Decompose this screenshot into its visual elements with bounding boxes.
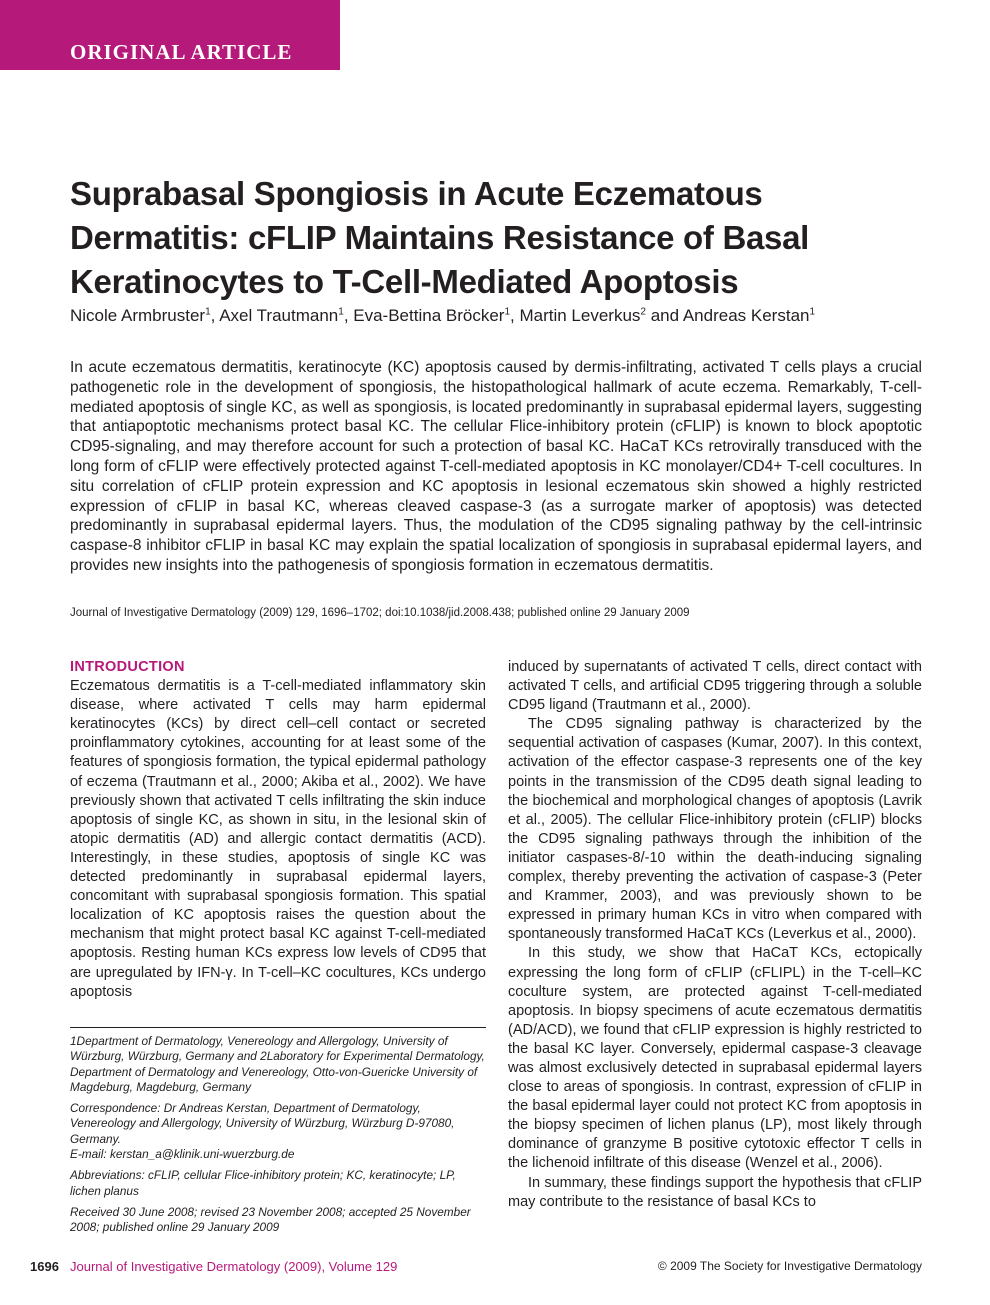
author-name: Nicole Armbruster <box>70 306 206 325</box>
author-name: Axel Trautmann <box>219 306 339 325</box>
body-paragraph: In summary, these findings support the hypothesis that cFLIP may contribute to the resistance of basal KCs to <box>508 1174 922 1210</box>
author-affiliation: 1 <box>205 306 211 318</box>
section-heading: INTRODUCTION <box>70 659 185 675</box>
author-affiliation: 1 <box>504 306 511 318</box>
author-affiliation: 2 <box>640 306 646 318</box>
body-paragraph: Eczematous dermatitis is a T-cell-mediated inflammatory skin disease, where activated T cells may harm epidermal keratinocytes (KCs) by direct cell–cell contact or secreted proinflammatory cytokines, accounting for at least some of the features of spongiosis formation, the typical epidermal pathology of eczema (Trautmann et al., 2000; Akiba et al., 2002). We have previously shown that activated T cells infiltrating the skin induce apoptosis of single KC, as shown in situ, in the lesional skin of atopic dermatitis (AD) and allergic contact dermatitis (ACD). Interestingly, in these studies, apoptosis of single KC was detected predominantly in suprabasal epidermal layers, concomitant with suprabasal spongiosis formation. This spatial localization of KC apoptosis raises the question about the mechanism that might protect basal KC against T-cell-mediated apoptosis. Resting human KCs express low levels of CD95 that are upregulated by IFN-γ. In T-cell–KC cocultures, KCs undergo apoptosis <box>70 678 486 1000</box>
author-separator: , <box>510 306 520 325</box>
author-separator: , <box>210 306 220 325</box>
citation-line: Journal of Investigative Dermatology (2009) 129, 1696–1702; doi:10.1038/jid.2008.438; published online 29 January 2009 <box>70 607 690 619</box>
author-name: Eva-Bettina Bröcker <box>353 306 505 325</box>
correspondence-note: Correspondence: Dr Andreas Kerstan, Department of Dermatology, Venereology and Allergology, University of Würzburg, Würzburg D-97080, Germany. <box>70 1101 455 1146</box>
abbreviations-note: Abbreviations: cFLIP, cellular Flice-inhibitory protein; KC, keratinocyte; LP, lichen planus <box>70 1168 456 1198</box>
left-column <box>70 658 486 1002</box>
body-paragraph: induced by supernatants of activated T cells, direct contact with activated T cells, and artificial CD95 triggering through a soluble CD95 ligand (Trautmann et al., 2000). <box>508 659 922 714</box>
section-label: ORIGINAL ARTICLE <box>70 40 293 64</box>
running-footer-journal: Journal of Investigative Dermatology (2009), Volume 129 <box>70 1259 398 1274</box>
footnotes <box>70 1034 486 1242</box>
abstract: In acute eczematous dermatitis, keratinocyte (KC) apoptosis caused by dermis-infiltrating, activated T cells plays a crucial pathogenetic role in the development of spongiosis, the histopathological hallmark of acute eczema. Remarkably, T-cell-mediated apoptosis of single KC, as well as spongiosis, is located predominantly in suprabasal epidermal layers, suggesting that antiapoptotic mechanisms protect basal KC. The cellular Flice-inhibitory protein (cFLIP) is known to block apoptotic CD95-signaling, and may therefore account for such a protection of basal KC. HaCaT KCs retrovirally transduced with the long form of cFLIP were effectively protected against T-cell-mediated apoptosis in KC monolayer/CD4+ T-cell cocultures. In situ correlation of cFLIP protein expression and KC apoptosis in lesional eczematous skin showed a highly restricted expression of cFLIP in basal KC, whereas cleaved caspase-3 (as a surrogate marker of apoptosis) was detected predominantly in suprabasal epidermal layers. Thus, the modulation of the CD95 signaling pathway by the cell-intrinsic caspase-8 inhibitor cFLIP in basal KC may explain the spatial localization of spongiosis in suprabasal epidermal layers, and provides new insights into the pathogenesis of spongiosis formation in eczematous dermatitis. <box>70 359 922 574</box>
author-name: Andreas Kerstan <box>682 306 810 325</box>
body-paragraph: The CD95 signaling pathway is characterized by the sequential activation of caspases (Kumar, 2007). In this context, activation of the effector caspase-3 represents one of the key points in the transmission of the CD95 death signal leading to the biochemical and morphological changes of apoptosis (Lavrik et al., 2005). The cellular Flice-inhibitory protein (cFLIP) blocks the CD95 signaling pathways through the inhibition of the initiator caspases-8/-10 within the death-inducing signaling complex, thereby preventing the activation of caspase-3 (Peter and Krammer, 2003), and was previously shown to be expressed in primary human KCs in vitro when compared with spontaneously transformed HaCaT KCs (Leverkus et al., 2000). <box>508 716 922 943</box>
author-separator: , <box>343 306 354 325</box>
author-affiliation: 1 <box>338 306 344 318</box>
footnote-divider <box>70 1027 486 1028</box>
copyright-notice: © 2009 The Society for Investigative Dermatology <box>657 1259 922 1273</box>
author-affiliation: 1 <box>809 306 816 318</box>
author-list <box>70 306 815 326</box>
received-dates-note: Received 30 June 2008; revised 23 November 2008; accepted 25 November 2008; published online 29 January 2009 <box>70 1204 471 1235</box>
body-paragraph: In this study, we show that HaCaT KCs, ectopically expressing the long form of cFLIP (cFLIPL) in the T-cell–KC coculture system, are protected against T-cell-mediated apoptosis. In biopsy specimens of acute eczematous dermatitis (AD/ACD), we found that cFLIP expression is highly restricted to the basal KC layer. Conversely, epidermal caspase-3 cleavage was almost exclusively detected in suprabasal epidermal layers close to areas of spongiosis. In contrast, expression of cFLIP in the basal epidermal layer could not protect KC from apoptosis in the biopsy specimen of lichen planus (LP), most likely through dominance of granzyme B positive cytotoxic effector T cells in the lichenoid infiltrate of this disease (Wenzel et al., 2006). <box>508 945 922 1172</box>
header-rule <box>340 0 990 71</box>
author-separator: and <box>645 306 683 325</box>
right-column <box>508 658 922 1212</box>
section-band <box>0 0 340 70</box>
page-number: 1696 <box>30 1259 59 1274</box>
email-link[interactable]: E-mail: kerstan_a@klinik.uni-wuerzburg.de <box>70 1147 295 1162</box>
article-title: Suprabasal Spongiosis in Acute Eczematous Dermatitis: cFLIP Maintains Resistance of Basal Keratinocytes to T-Cell-Mediated Apoptosis <box>70 175 810 300</box>
affiliations-note: 1Department of Dermatology, Venereology and Allergology, University of Würzburg, Würzburg, Germany and 2Laboratory for Experimental Dermatology, Department of Dermatology and Venereology, Otto-von-Guericke University of Magdeburg, Magdeburg, Germany <box>70 1034 485 1094</box>
author-name: Martin Leverkus <box>519 306 641 325</box>
